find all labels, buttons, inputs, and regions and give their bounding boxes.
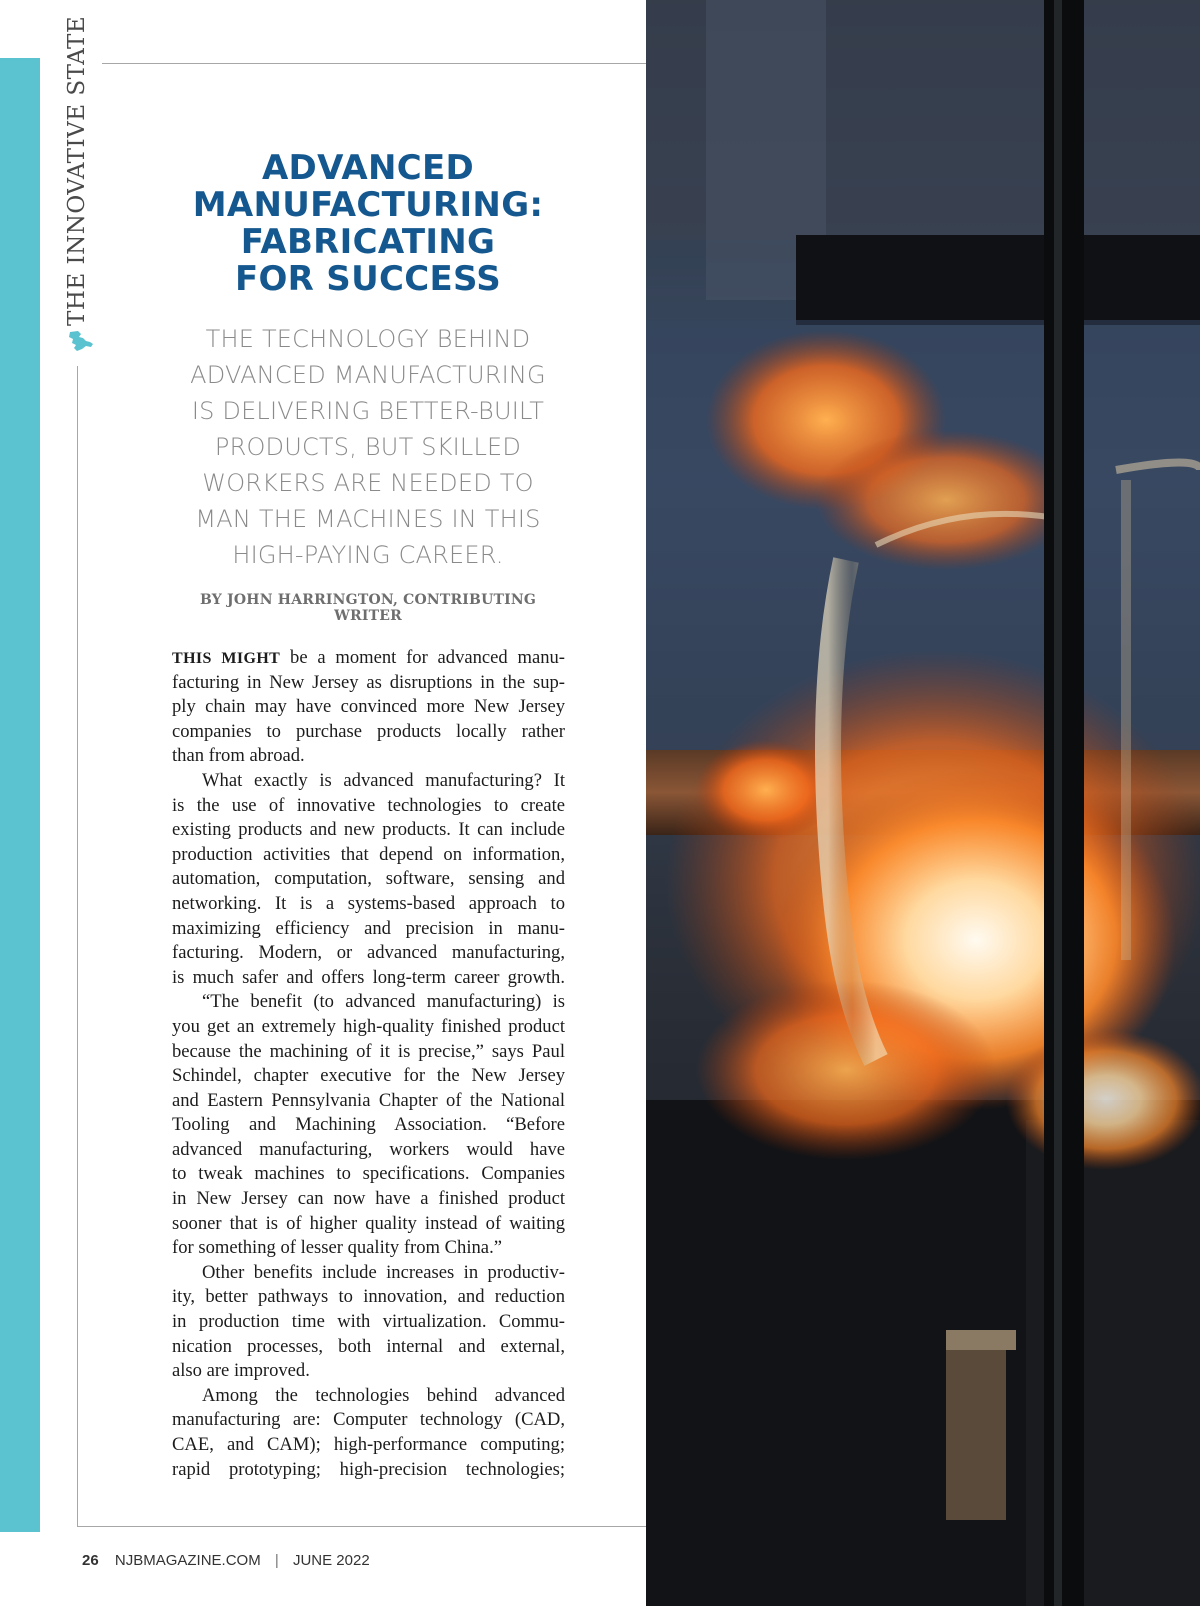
new-jersey-state-icon: [64, 330, 96, 352]
body-line: “The benefit (to advanced manufacturing) is: [202, 991, 565, 1013]
body-line: networking. It is a systems-based approach to: [172, 892, 565, 914]
body-line: is the use of innovative technologies to create: [172, 794, 565, 816]
body-line: Among the technologies behind advanced: [202, 1384, 565, 1406]
body-line: What exactly is advanced manufacturing? It: [202, 769, 565, 791]
body-line: [172, 646, 565, 671]
deck-line: IS DELIVERING BETTER-BUILT: [191, 397, 545, 425]
lead-in: THIS MIGHT: [172, 650, 281, 667]
article-deck: [168, 321, 568, 573]
page-footer: [82, 1552, 370, 1569]
headline-line: FABRICATING: [240, 222, 496, 262]
left-rule: [77, 366, 78, 1526]
glass-fabrication-photo: [646, 0, 1200, 1606]
body-line: than from abroad.: [172, 745, 305, 767]
body-line: Tooling and Machining Association. “Before: [172, 1114, 565, 1136]
body-line: rapid prototyping; high-precision technologies;: [172, 1458, 565, 1480]
headline-line: ADVANCED: [261, 148, 475, 188]
byline: BY JOHN HARRINGTON, CONTRIBUTING WRITER: [200, 592, 536, 624]
teal-accent-bar: [0, 58, 40, 1532]
headline-line: FOR SUCCESS: [234, 259, 502, 299]
body-line: facturing in New Jersey as disruptions in the sup-: [172, 671, 565, 693]
body-line: is much safer and offers long-term career growth.: [172, 966, 565, 988]
magazine-site: NJBMAGAZINE.COM: [114, 1552, 261, 1569]
deck-line: ADVANCED MANUFACTURING: [190, 361, 546, 389]
body-line: automation, computation, software, sensing and: [172, 868, 565, 890]
footer-separator: |: [274, 1552, 279, 1569]
body-line: sooner that is of higher quality instead of waiting: [172, 1212, 565, 1234]
issue-date: JUNE 2022: [292, 1552, 370, 1569]
body-line: ity, better pathways to innovation, and reduction: [172, 1286, 565, 1308]
body-line: you get an extremely high-quality finished product: [172, 1015, 565, 1037]
body-line: existing products and new products. It can include: [172, 819, 565, 841]
body-line: in New Jersey can now have a finished product: [172, 1188, 565, 1210]
article-headline: [168, 150, 568, 298]
body-line: manufacturing are: Computer technology (CAD,: [172, 1409, 565, 1431]
deck-line: HIGH-PAYING CAREER.: [232, 541, 504, 569]
body-line: Schindel, chapter executive for the New Jersey: [172, 1065, 565, 1087]
deck-line: PRODUCTS, BUT SKILLED: [214, 433, 522, 461]
body-line: companies to purchase products locally rather: [172, 720, 565, 742]
body-line: in production time with virtualization. Commu-: [172, 1311, 565, 1333]
body-line: and Eastern Pennsylvania Chapter of the National: [172, 1089, 565, 1111]
deck-line: THE TECHNOLOGY BEHIND: [205, 325, 531, 353]
body-line: nication processes, both internal and external,: [172, 1335, 565, 1357]
body-line: ply chain may have convinced more New Jersey: [172, 696, 565, 718]
headline-line: MANUFACTURING:: [192, 185, 544, 225]
article-body: [172, 646, 565, 1482]
body-line: facturing. Modern, or advanced manufacturing,: [172, 942, 565, 964]
body-line: CAE, and CAM); high-performance computing;: [172, 1434, 565, 1455]
body-line: advanced manufacturing, workers would have: [172, 1138, 565, 1160]
deck-line: WORKERS ARE NEEDED TO: [202, 469, 534, 497]
body-line: maximizing efficiency and precision in manu-: [172, 917, 565, 939]
body-line-text: be a moment for advanced manu-: [280, 647, 566, 668]
deck-line: MAN THE MACHINES IN THIS: [195, 505, 541, 533]
body-line: Other benefits include increases in productiv-: [202, 1261, 565, 1283]
body-line: to tweak machines to specifications. Companies: [172, 1163, 565, 1185]
section-label: THE INNOVATIVE STATE: [64, 15, 90, 326]
body-line: also are improved.: [172, 1360, 310, 1382]
body-line: production activities that depend on information,: [172, 843, 565, 865]
page-number: 26: [82, 1552, 99, 1569]
body-line: because the machining of it is precise,” says Paul: [172, 1040, 565, 1062]
body-line: for something of lesser quality from China.”: [172, 1237, 502, 1259]
